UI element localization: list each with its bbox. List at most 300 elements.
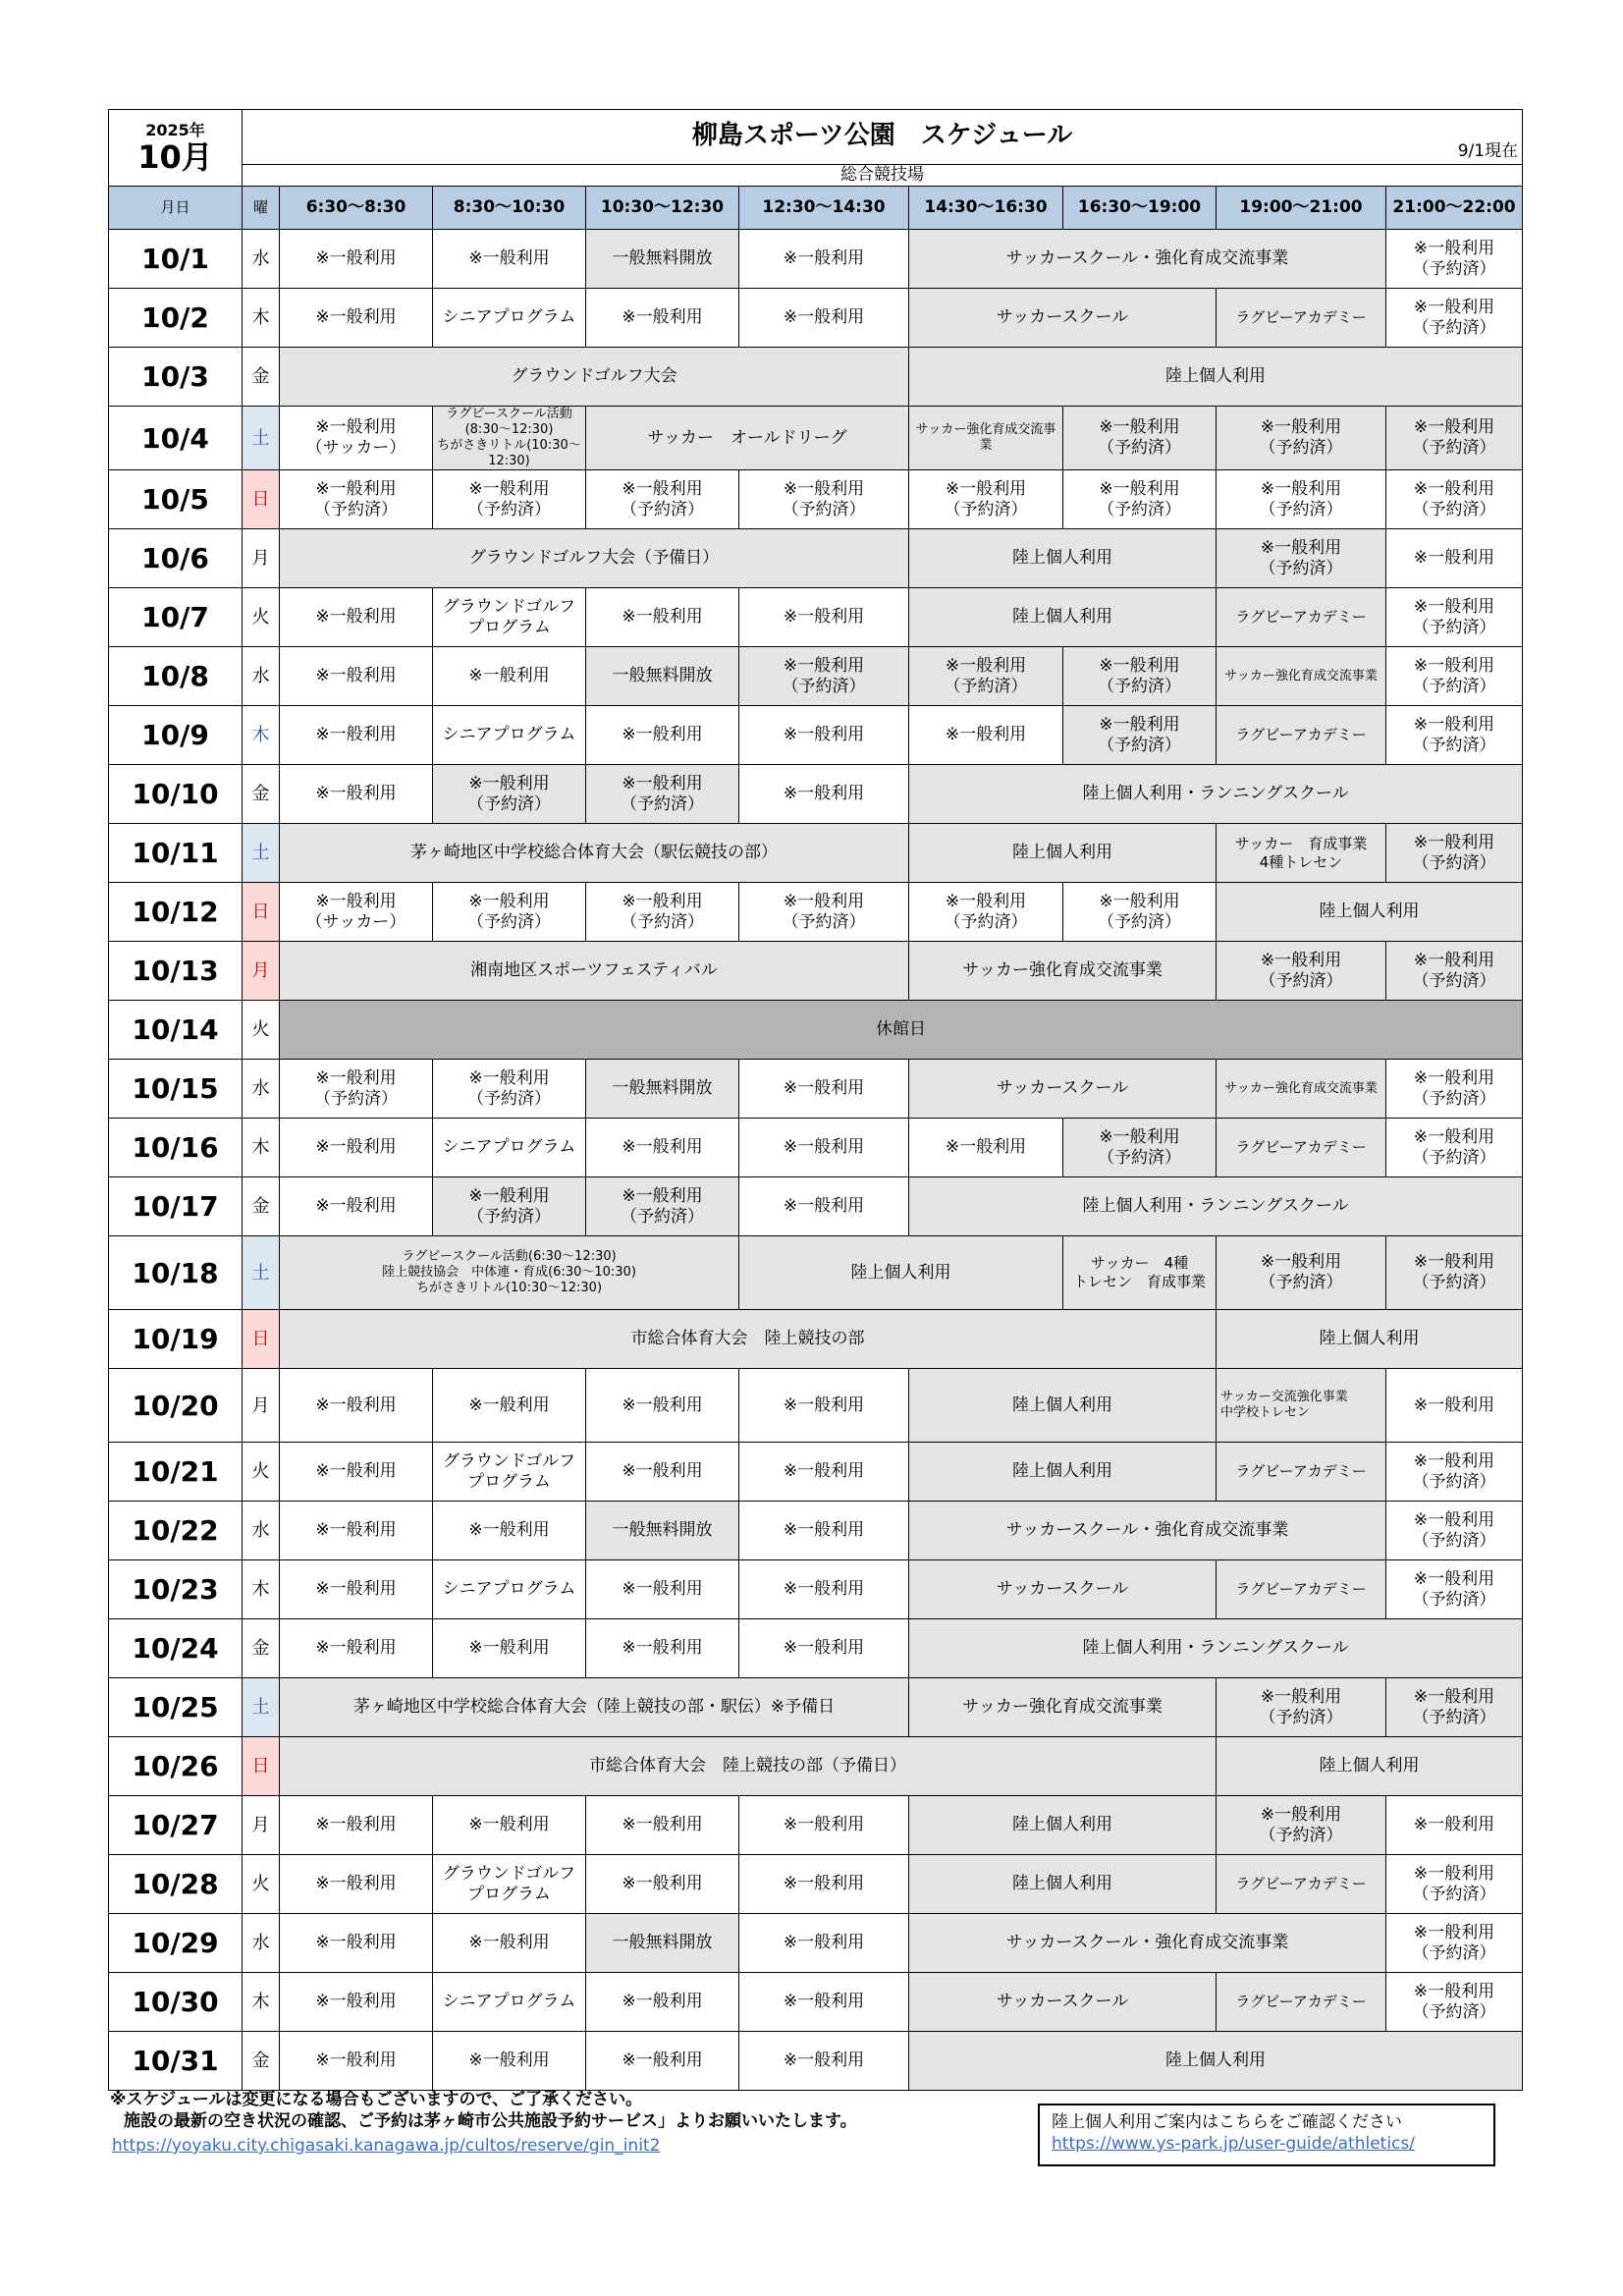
schedule-row: [109, 883, 1523, 942]
schedule-cell: [909, 1796, 1217, 1855]
row-weekday: 木: [243, 1973, 280, 2032]
schedule-cell: [909, 824, 1217, 883]
cell-text-line: （予約済）: [1412, 1273, 1496, 1292]
schedule-row: [109, 588, 1523, 647]
schedule-cell: [739, 1914, 909, 1973]
schedule-cell: [1386, 1973, 1523, 2032]
schedule-cell: [1217, 1310, 1523, 1369]
cell-text-line: ※一般利用: [1260, 950, 1342, 970]
cell-text-line: 茅ヶ崎地区中学校総合体育大会（駅伝競技の部）: [410, 843, 778, 862]
schedule-cell: [739, 1369, 909, 1443]
schedule-cell: [586, 883, 739, 942]
schedule-cell: [280, 1236, 739, 1310]
cell-text-line: 中学校トレセン: [1220, 1405, 1311, 1420]
cell-text-line: （予約済）: [944, 911, 1028, 932]
row-date: 10/31: [109, 2032, 243, 2091]
row-date: 10/2: [109, 289, 243, 348]
schedule-cell: [280, 1796, 433, 1855]
cell-text-line: 陸上個人利用: [1012, 1461, 1112, 1481]
schedule-cell: [1063, 647, 1217, 706]
row-date: 10/19: [109, 1310, 243, 1369]
schedule-cell: [433, 1502, 586, 1560]
cell-text-line: サッカー強化育成交流事業: [1224, 1080, 1378, 1096]
cell-text-line: ※一般利用: [315, 478, 397, 499]
schedule-cell: [909, 765, 1523, 824]
schedule-cell: [586, 1619, 739, 1678]
cell-text-line: ちがさきリトル(10:30～12:30): [437, 438, 581, 468]
schedule-cell: [586, 1119, 739, 1177]
schedule-row: [109, 1502, 1523, 1560]
venue-cell: [243, 165, 1523, 187]
schedule-cell: [433, 765, 586, 824]
schedule-cell: [1386, 1914, 1523, 1973]
schedule-row: [109, 289, 1523, 348]
schedule-cell: [280, 1973, 433, 2032]
athletics-info-text: 陸上個人利用ご案内はこちらをご確認ください: [1052, 2112, 1402, 2132]
schedule-cell: [739, 647, 909, 706]
cell-text-line: プログラム: [467, 1471, 551, 1492]
cell-text-line: 休館日: [876, 1019, 927, 1039]
row-date: 10/1: [109, 230, 243, 289]
schedule-cell: [586, 470, 739, 529]
schedule-cell: [280, 765, 433, 824]
schedule-cell: [280, 529, 909, 588]
cell-text-line: （予約済）: [782, 911, 866, 932]
schedule-row: [109, 230, 1523, 289]
schedule-cell: [1063, 1236, 1217, 1310]
cell-text-line: 一般無料開放: [612, 1933, 713, 1952]
row-date: 10/6: [109, 529, 243, 588]
cell-text-line: ※一般利用: [1413, 1922, 1495, 1942]
schedule-cell: [433, 1973, 586, 2032]
cell-text-line: ※一般利用: [1413, 1815, 1495, 1834]
cell-text-line: ※一般利用: [783, 1137, 865, 1157]
cell-text-line: ※一般利用: [1413, 950, 1495, 970]
athletics-info-link[interactable]: https://www.ys-park.jp/user-guide/athletics/: [1052, 2134, 1415, 2154]
col-header-slot: 16:30～19:00: [1063, 187, 1217, 230]
schedule-cell: [586, 1560, 739, 1619]
row-date: 10/7: [109, 588, 243, 647]
cell-text-line: ※一般利用: [783, 2050, 865, 2070]
cell-text-line: ※一般利用: [315, 307, 397, 327]
schedule-cell: [1386, 1796, 1523, 1855]
cell-text-line: ※一般利用: [1099, 478, 1180, 499]
cell-text-line: 陸上個人利用: [1319, 1329, 1420, 1348]
cell-text-line: ※一般利用: [783, 1638, 865, 1658]
schedule-cell: [1063, 470, 1217, 529]
schedule-cell: [433, 2032, 586, 2091]
cell-text-line: （予約済）: [1412, 970, 1496, 991]
cell-text-line: サッカースクール: [996, 1992, 1129, 2011]
cell-text-line: ※一般利用: [315, 417, 397, 437]
cell-text-line: 茅ヶ崎地区中学校総合体育大会（陸上競技の部・駅伝）※予備日: [352, 1697, 836, 1717]
cell-text-line: 陸上個人利用: [1012, 607, 1112, 627]
cell-text-line: 陸上個人利用・ランニングスクール: [1082, 1638, 1349, 1658]
cell-text-line: サッカー強化育成交流事業: [962, 1697, 1163, 1717]
cell-text-line: 陸上個人利用: [1012, 1394, 1112, 1415]
cell-text-line: ※一般利用: [622, 1394, 703, 1415]
schedule-cell: [909, 1560, 1217, 1619]
row-weekday: 火: [243, 1001, 280, 1060]
page-title: 柳島スポーツ公園 スケジュール: [691, 120, 1073, 150]
schedule-cell: [1386, 706, 1523, 765]
row-date: 10/8: [109, 647, 243, 706]
cell-text-line: （予約済）: [621, 1206, 704, 1227]
row-date: 10/14: [109, 1001, 243, 1060]
schedule-cell: [1386, 289, 1523, 348]
schedule-cell: [280, 1310, 1217, 1369]
schedule-cell: [739, 1973, 909, 2032]
cell-text-line: （予約済）: [467, 793, 551, 814]
cell-text-line: （予約済）: [782, 499, 866, 519]
cell-text-line: （予約済）: [621, 911, 704, 932]
schedule-cell: [1217, 1560, 1386, 1619]
schedule-cell: [909, 1914, 1386, 1973]
schedule-cell: [280, 230, 433, 289]
schedule-cell: [433, 1796, 586, 1855]
schedule-row: [109, 1560, 1523, 1619]
schedule-cell: [909, 1678, 1217, 1737]
schedule-cell: [1386, 470, 1523, 529]
cell-text-line: ※一般利用: [315, 1137, 397, 1157]
month-cell: [109, 110, 243, 187]
cell-text-line: ※一般利用: [1413, 596, 1495, 617]
cell-text-line: （予約済）: [1259, 1707, 1343, 1727]
note-change: ※スケジュールは変更になる場合もございますので、ご了承ください。: [110, 2090, 643, 2109]
cell-text-line: ※一般利用: [468, 1394, 550, 1415]
schedule-cell: [1217, 529, 1386, 588]
cell-text-line: ※一般利用: [1413, 238, 1495, 258]
cell-text-line: ※一般利用: [468, 773, 550, 793]
row-weekday: 土: [243, 1236, 280, 1310]
cell-text-line: （サッカー）: [305, 438, 406, 458]
schedule-cell: [739, 1177, 909, 1236]
row-weekday: 木: [243, 1119, 280, 1177]
cell-text-line: ※一般利用: [315, 1874, 397, 1893]
schedule-cell: [280, 1914, 433, 1973]
cell-text-line: ※一般利用: [622, 607, 703, 627]
cell-text-line: ※一般利用: [1413, 1450, 1495, 1471]
schedule-cell: [280, 2032, 433, 2091]
row-date: 10/9: [109, 706, 243, 765]
cell-text-line: 陸上個人利用: [1165, 2050, 1267, 2070]
cell-text-line: ※一般利用: [1099, 655, 1180, 676]
schedule-row: [109, 1796, 1523, 1855]
col-header-slot: 12:30～14:30: [739, 187, 909, 230]
row-weekday: 木: [243, 289, 280, 348]
schedule-cell: [909, 1855, 1217, 1914]
cell-text-line: ※一般利用: [622, 1992, 703, 2011]
schedule-row: [109, 1855, 1523, 1914]
row-weekday: 水: [243, 1502, 280, 1560]
cell-text-line: ※一般利用: [1099, 1126, 1180, 1147]
row-date: 10/15: [109, 1060, 243, 1119]
row-weekday: 金: [243, 1177, 280, 1236]
schedule-cell: [433, 470, 586, 529]
schedule-cell: [1217, 470, 1386, 529]
cell-text-line: ※一般利用: [315, 784, 397, 803]
cell-text-line: シニアプログラム: [442, 1137, 576, 1157]
row-weekday: 日: [243, 1310, 280, 1369]
schedule-row: [109, 2032, 1523, 2091]
schedule-row: [109, 942, 1523, 1001]
cell-text-line: ラグビーアカデミー: [1235, 1875, 1367, 1892]
schedule-cell: [1217, 1369, 1386, 1443]
row-weekday: 金: [243, 765, 280, 824]
cell-text-line: ※一般利用: [945, 1137, 1027, 1157]
row-date: 10/16: [109, 1119, 243, 1177]
cell-text-line: シニアプログラム: [442, 307, 576, 327]
col-header-slot: 6:30～8:30: [280, 187, 433, 230]
schedule-cell: [433, 407, 586, 470]
schedule-cell: [909, 883, 1063, 942]
cell-text-line: 陸上個人利用: [1012, 548, 1112, 568]
schedule-cell: [739, 1855, 909, 1914]
schedule-cell: [586, 1177, 739, 1236]
cell-text-line: ※一般利用: [783, 784, 865, 803]
schedule-cell: [586, 407, 909, 470]
cell-text-line: トレセン 育成事業: [1072, 1273, 1206, 1290]
cell-text-line: ※一般利用: [1260, 1686, 1342, 1707]
cell-text-line: （予約済）: [467, 911, 551, 932]
cell-text-line: ※一般利用: [945, 478, 1027, 499]
cell-text-line: （予約済）: [1412, 852, 1496, 873]
cell-text-line: ※一般利用: [315, 725, 397, 744]
schedule-cell: [1386, 1060, 1523, 1119]
schedule-cell: [586, 1502, 739, 1560]
cell-text-line: ※一般利用: [315, 1815, 397, 1834]
cell-text-line: ※一般利用: [1413, 1686, 1495, 1707]
cell-text-line: （予約済）: [944, 499, 1028, 519]
cell-text-line: ※一般利用: [1413, 1509, 1495, 1530]
row-weekday: 火: [243, 1855, 280, 1914]
schedule-cell: [739, 1443, 909, 1502]
cell-text-line: サッカー 育成事業: [1234, 834, 1368, 852]
schedule-cell: [280, 1060, 433, 1119]
schedule-row: [109, 1177, 1523, 1236]
schedule-cell: [1386, 1678, 1523, 1737]
schedule-cell: [1386, 1502, 1523, 1560]
cell-text-line: ※一般利用: [783, 1579, 865, 1599]
schedule-cell: [739, 883, 909, 942]
cell-text-line: （予約済）: [1412, 1884, 1496, 1904]
cell-text-line: 陸上競技協会 中体連・育成(6:30～10:30): [382, 1265, 636, 1280]
cell-text-line: ラグビーアカデミー: [1235, 308, 1367, 326]
row-date: 10/21: [109, 1443, 243, 1502]
schedule-cell: [739, 765, 909, 824]
schedule-cell: [280, 1001, 1523, 1060]
cell-text-line: ※一般利用: [783, 655, 865, 676]
row-weekday: 水: [243, 647, 280, 706]
cell-text-line: グラウンドゴルフ: [442, 596, 576, 617]
schedule-cell: [1386, 1560, 1523, 1619]
schedule-cell: [280, 942, 909, 1001]
schedule-cell: [909, 348, 1523, 407]
cell-text-line: ※一般利用: [1260, 537, 1342, 558]
schedule-cell: [909, 529, 1217, 588]
schedule-row: [109, 706, 1523, 765]
schedule-cell: [909, 1502, 1386, 1560]
cell-text-line: （予約済）: [621, 499, 704, 519]
cell-text-line: ラグビーアカデミー: [1235, 1462, 1367, 1480]
schedule-row: [109, 1236, 1523, 1310]
schedule-cell: [433, 706, 586, 765]
schedule-cell: [739, 2032, 909, 2091]
schedule-cell: [909, 942, 1217, 1001]
schedule-cell: [586, 1855, 739, 1914]
schedule-cell: [433, 1177, 586, 1236]
cell-text-line: 一般無料開放: [612, 1520, 713, 1540]
cell-text-line: ラグビーアカデミー: [1235, 1580, 1367, 1598]
cell-text-line: （予約済）: [1412, 676, 1496, 696]
schedule-cell: [1217, 1443, 1386, 1502]
row-date: 10/3: [109, 348, 243, 407]
schedule-row: [109, 1119, 1523, 1177]
cell-text-line: 市総合体育大会 陸上競技の部: [630, 1329, 865, 1348]
cell-text-line: ※一般利用: [315, 891, 397, 911]
schedule-cell: [909, 1443, 1217, 1502]
col-header-slot: 21:00～22:00: [1386, 187, 1523, 230]
cell-text-line: ※一般利用: [1413, 548, 1495, 568]
schedule-cell: [1217, 883, 1523, 942]
cell-text-line: ラグビーアカデミー: [1235, 1993, 1367, 2010]
cell-text-line: （予約済）: [1412, 1088, 1496, 1109]
schedule-cell: [1217, 588, 1386, 647]
schedule-cell: [909, 647, 1063, 706]
cell-text-line: ※一般利用: [783, 1933, 865, 1952]
cell-text-line: 湘南地区スポーツフェスティバル: [470, 960, 718, 980]
col-header-slot: 8:30～10:30: [433, 187, 586, 230]
cell-text-line: ※一般利用: [783, 725, 865, 744]
col-header-date: 月日: [109, 187, 243, 230]
schedule-cell: [586, 1369, 739, 1443]
reservation-link[interactable]: https://yoyaku.city.chigasaki.kanagawa.jp/cultos/reserve/gin_init2: [112, 2136, 661, 2156]
row-date: 10/24: [109, 1619, 243, 1678]
schedule-cell: [433, 1443, 586, 1502]
cell-text-line: ※一般利用: [1413, 417, 1495, 437]
cell-text-line: ※一般利用: [315, 1520, 397, 1540]
schedule-cell: [1217, 1737, 1523, 1796]
schedule-cell: [1386, 1369, 1523, 1443]
venue-label: 総合競技場: [840, 165, 925, 185]
cell-text-line: （予約済）: [1098, 676, 1181, 696]
cell-text-line: ※一般利用: [315, 1067, 397, 1088]
schedule-cell: [909, 2032, 1523, 2091]
schedule-cell: [586, 1914, 739, 1973]
column-header-row: [109, 187, 1523, 230]
note-reservation: 施設の最新の空き状況の確認、ご予約は茅ヶ崎市公共施設予約サービス」よりお願いいたします。: [124, 2111, 857, 2131]
cell-text-line: ※一般利用: [1413, 714, 1495, 735]
cell-text-line: （予約済）: [467, 499, 551, 519]
schedule-cell: [280, 1678, 909, 1737]
cell-text-line: ※一般利用: [315, 666, 397, 685]
cell-text-line: ※一般利用: [315, 1461, 397, 1481]
row-date: 10/23: [109, 1560, 243, 1619]
schedule-cell: [586, 230, 739, 289]
cell-text-line: サッカースクール: [996, 1579, 1129, 1599]
row-date: 10/4: [109, 407, 243, 470]
cell-text-line: （予約済）: [1412, 617, 1496, 637]
cell-text-line: ※一般利用: [622, 478, 703, 499]
schedule-cell: [1386, 1855, 1523, 1914]
cell-text-line: ※一般利用: [315, 1196, 397, 1216]
schedule-cell: [1217, 647, 1386, 706]
schedule-cell: [1386, 1236, 1523, 1310]
cell-text-line: 一般無料開放: [612, 1078, 713, 1098]
schedule-cell: [909, 289, 1217, 348]
cell-text-line: （予約済）: [1098, 438, 1181, 458]
cell-text-line: 陸上個人利用・ランニングスクール: [1082, 1196, 1349, 1216]
schedule-cell: [433, 1855, 586, 1914]
cell-text-line: ※一般利用: [1413, 297, 1495, 317]
cell-text-line: ※一般利用: [1260, 1252, 1342, 1272]
schedule-row: [109, 1060, 1523, 1119]
row-date: 10/30: [109, 1973, 243, 2032]
cell-text-line: （予約済）: [1259, 970, 1343, 991]
row-weekday: 水: [243, 1914, 280, 1973]
schedule-row: [109, 647, 1523, 706]
schedule-cell: [280, 407, 433, 470]
schedule-cell: [280, 647, 433, 706]
cell-text-line: ※一般利用: [315, 2050, 397, 2070]
schedule-row: [109, 1914, 1523, 1973]
cell-text-line: ※一般利用: [783, 1196, 865, 1216]
cell-text-line: （予約済）: [314, 1088, 398, 1109]
cell-text-line: （予約済）: [782, 676, 866, 696]
schedule-cell: [280, 883, 433, 942]
row-weekday: 日: [243, 1737, 280, 1796]
row-date: 10/10: [109, 765, 243, 824]
cell-text-line: ※一般利用: [945, 725, 1027, 744]
cell-text-line: ※一般利用: [315, 1638, 397, 1658]
notes-block: [110, 2089, 857, 2132]
schedule-cell: [433, 1914, 586, 1973]
cell-text-line: ※一般利用: [1413, 1568, 1495, 1589]
schedule-cell: [586, 706, 739, 765]
cell-text-line: ※一般利用: [945, 891, 1027, 911]
schedule-row: [109, 824, 1523, 883]
schedule-cell: [586, 1973, 739, 2032]
schedule-cell: [1217, 407, 1386, 470]
cell-text-line: サッカースクール・強化育成交流事業: [1005, 1933, 1289, 1952]
cell-text-line: ※一般利用: [468, 248, 550, 268]
row-weekday: 土: [243, 407, 280, 470]
schedule-row: [109, 348, 1523, 407]
schedule-cell: [909, 407, 1063, 470]
cell-text-line: ※一般利用: [1413, 1252, 1495, 1272]
schedule-cell: [586, 647, 739, 706]
schedule-cell: [1386, 647, 1523, 706]
row-date: 10/12: [109, 883, 243, 942]
schedule-cell: [433, 883, 586, 942]
schedule-cell: [909, 230, 1386, 289]
row-weekday: 土: [243, 824, 280, 883]
cell-text-line: ※一般利用: [783, 891, 865, 911]
schedule-cell: [909, 1119, 1063, 1177]
schedule-cell: [280, 1855, 433, 1914]
cell-text-line: ※一般利用: [622, 773, 703, 793]
schedule-cell: [739, 230, 909, 289]
schedule-cell: [1386, 230, 1523, 289]
schedule-cell: [909, 470, 1063, 529]
schedule-cell: [1386, 1443, 1523, 1502]
schedule-cell: [739, 1796, 909, 1855]
cell-text-line: ※一般利用: [622, 1137, 703, 1157]
cell-text-line: ※一般利用: [783, 1815, 865, 1834]
cell-text-line: （予約済）: [1259, 1825, 1343, 1845]
schedule-cell: [739, 1502, 909, 1560]
cell-text-line: グラウンドゴルフ大会（予備日）: [468, 548, 720, 568]
